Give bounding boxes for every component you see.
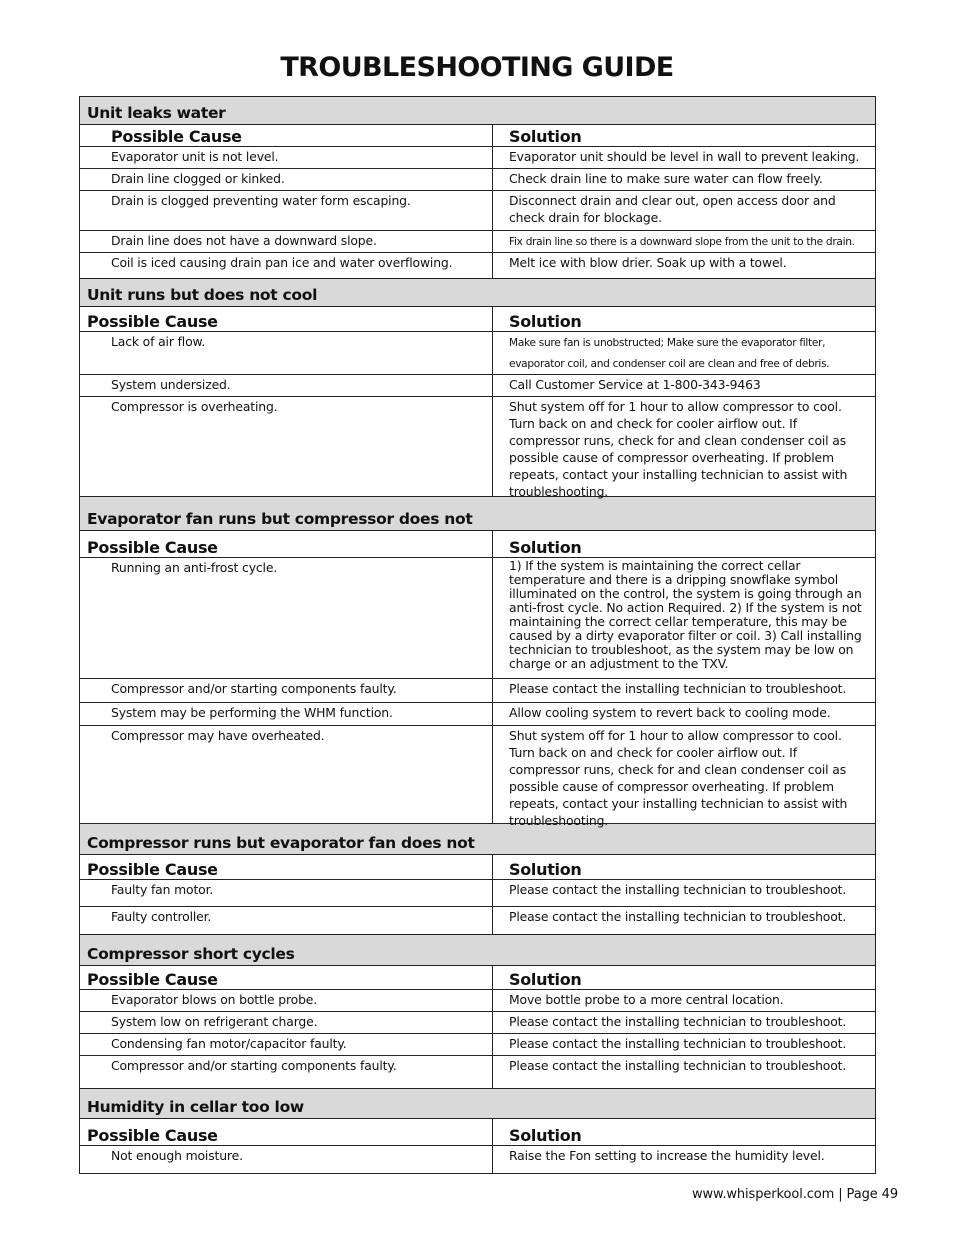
- table-row: [79, 191, 876, 231]
- section-title: Compressor runs but evaporator fan does not: [87, 834, 475, 852]
- table-row: [79, 397, 876, 497]
- possible-cause-cell: Running an anti-frost cycle.: [80, 558, 493, 678]
- table-row: [79, 1012, 876, 1034]
- column-header-row: [79, 531, 876, 558]
- solution-cell: Melt ice with blow drier. Soak up with a towel.: [509, 255, 787, 270]
- table-row: [79, 880, 876, 907]
- table-row: [79, 332, 876, 375]
- possible-cause-header: Possible Cause: [80, 855, 493, 879]
- section-header: [79, 935, 876, 966]
- possible-cause-cell: Faulty controller.: [80, 907, 493, 934]
- possible-cause-cell: Faulty fan motor.: [80, 880, 493, 906]
- table-row: [79, 1056, 876, 1089]
- column-header-row: [79, 966, 876, 990]
- section-header: [79, 97, 876, 125]
- section-header: [79, 824, 876, 855]
- solution-cell: 1) If the system is maintaining the correct cellar temperature and there is a dripping snowflake symbol illuminated on the control, the system is going through an anti-frost cycle. No action Required. 2) If the system is not maintaining the correct cellar temperature, this may be caused by a dirty evaporator filter or coil. 3) Call installing technician to troubleshoot, as the system may be low on charge or an adjustment to the TXV.: [509, 558, 862, 671]
- table-row: [79, 231, 876, 253]
- solution-cell: Evaporator unit should be level in wall to prevent leaking.: [509, 149, 860, 164]
- solution-header: Solution: [509, 312, 582, 331]
- solution-header: Solution: [509, 860, 582, 879]
- possible-cause-cell: Condensing fan motor/capacitor faulty.: [80, 1034, 493, 1055]
- solution-cell: Check drain line to make sure water can flow freely.: [509, 171, 823, 186]
- possible-cause-cell: Evaporator blows on bottle probe.: [80, 990, 493, 1011]
- column-header-row: [79, 1119, 876, 1146]
- section-title: Unit runs but does not cool: [87, 286, 318, 304]
- section-title: Humidity in cellar too low: [87, 1098, 304, 1116]
- section-title: Compressor short cycles: [87, 945, 295, 963]
- possible-cause-cell: Compressor is overheating.: [80, 397, 493, 496]
- solution-cell: Raise the Fon setting to increase the humidity level.: [509, 1148, 825, 1163]
- table-row: [79, 147, 876, 169]
- solution-cell: Allow cooling system to revert back to cooling mode.: [509, 705, 831, 720]
- possible-cause-cell: Drain is clogged preventing water form escaping.: [80, 191, 493, 230]
- column-header-row: [79, 125, 876, 147]
- table-row: [79, 703, 876, 726]
- page-title: TROUBLESHOOTING GUIDE: [280, 52, 674, 83]
- possible-cause-header: Possible Cause: [80, 307, 493, 331]
- solution-header: Solution: [509, 1126, 582, 1145]
- table-row: [79, 558, 876, 679]
- possible-cause-header: Possible Cause: [80, 531, 493, 557]
- page-footer: www.whisperkool.com | Page 49: [691, 1187, 898, 1202]
- table-row: [79, 253, 876, 279]
- table-row: [79, 1034, 876, 1056]
- possible-cause-header: Possible Cause: [80, 1119, 493, 1145]
- solution-cell: Move bottle probe to a more central location.: [509, 992, 784, 1007]
- possible-cause-cell: Lack of air flow.: [80, 332, 493, 374]
- solution-cell: Please contact the installing technician to troubleshoot.: [509, 1036, 847, 1051]
- possible-cause-cell: Compressor may have overheated.: [80, 726, 493, 823]
- possible-cause-cell: Compressor and/or starting components faulty.: [80, 1056, 493, 1088]
- section-header: [79, 497, 876, 531]
- solution-cell: Please contact the installing technician to troubleshoot.: [509, 909, 847, 924]
- table-row: [79, 907, 876, 935]
- section-title: Unit leaks water: [87, 104, 226, 122]
- solution-cell: Please contact the installing technician to troubleshoot.: [509, 882, 847, 897]
- solution-header: Solution: [509, 127, 582, 146]
- table-row: [79, 375, 876, 397]
- possible-cause-cell: System undersized.: [80, 375, 493, 396]
- table-row: [79, 679, 876, 703]
- possible-cause-cell: Coil is iced causing drain pan ice and water overflowing.: [80, 253, 493, 278]
- solution-header: Solution: [509, 538, 582, 557]
- troubleshooting-table: [79, 96, 876, 1174]
- possible-cause-header: Possible Cause: [80, 966, 493, 989]
- possible-cause-cell: Not enough moisture.: [80, 1146, 493, 1173]
- possible-cause-cell: Drain line clogged or kinked.: [80, 169, 493, 190]
- section-header: [79, 279, 876, 307]
- table-row: [79, 1146, 876, 1174]
- possible-cause-cell: System may be performing the WHM function.: [80, 703, 493, 725]
- solution-cell: Shut system off for 1 hour to allow compressor to cool. Turn back on and check for cooler airflow out. If compressor runs, check for and clean condenser coil as possible cause of compressor overheating. If problem repeats, contact your installing technician to assist with troubleshooting.: [509, 399, 848, 499]
- solution-cell: Please contact the installing technician to troubleshoot.: [509, 1014, 847, 1029]
- solution-cell: Make sure fan is unobstructed; Make sure the evaporator filter, evaporator coil, and condenser coil are clean and free of debris.: [509, 337, 830, 370]
- solution-cell: Fix drain line so there is a downward slope from the unit to the drain.: [509, 236, 855, 248]
- possible-cause-cell: Compressor and/or starting components faulty.: [80, 679, 493, 702]
- possible-cause-cell: Drain line does not have a downward slope.: [80, 231, 493, 252]
- section-header: [79, 1089, 876, 1119]
- table-row: [79, 169, 876, 191]
- solution-cell: Please contact the installing technician to troubleshoot.: [509, 681, 847, 696]
- section-title: Evaporator fan runs but compressor does not: [87, 510, 473, 528]
- solution-cell: Call Customer Service at 1-800-343-9463: [509, 377, 761, 392]
- column-header-row: [79, 307, 876, 332]
- possible-cause-cell: System low on refrigerant charge.: [80, 1012, 493, 1033]
- solution-cell: Please contact the installing technician to troubleshoot.: [509, 1058, 847, 1073]
- table-row: [79, 990, 876, 1012]
- column-header-row: [79, 855, 876, 880]
- possible-cause-cell: Evaporator unit is not level.: [80, 147, 493, 168]
- solution-header: Solution: [509, 970, 582, 989]
- solution-cell: Shut system off for 1 hour to allow compressor to cool. Turn back on and check for cooler airflow out. If compressor runs, check for and clean condenser coil as possible cause of compressor overheating. If problem repeats, contact your installing technician to assist with troubleshooting.: [509, 728, 848, 828]
- solution-cell: Disconnect drain and clear out, open access door and check drain for blockage.: [509, 193, 836, 225]
- table-row: [79, 726, 876, 828]
- possible-cause-header: Possible Cause: [80, 125, 493, 146]
